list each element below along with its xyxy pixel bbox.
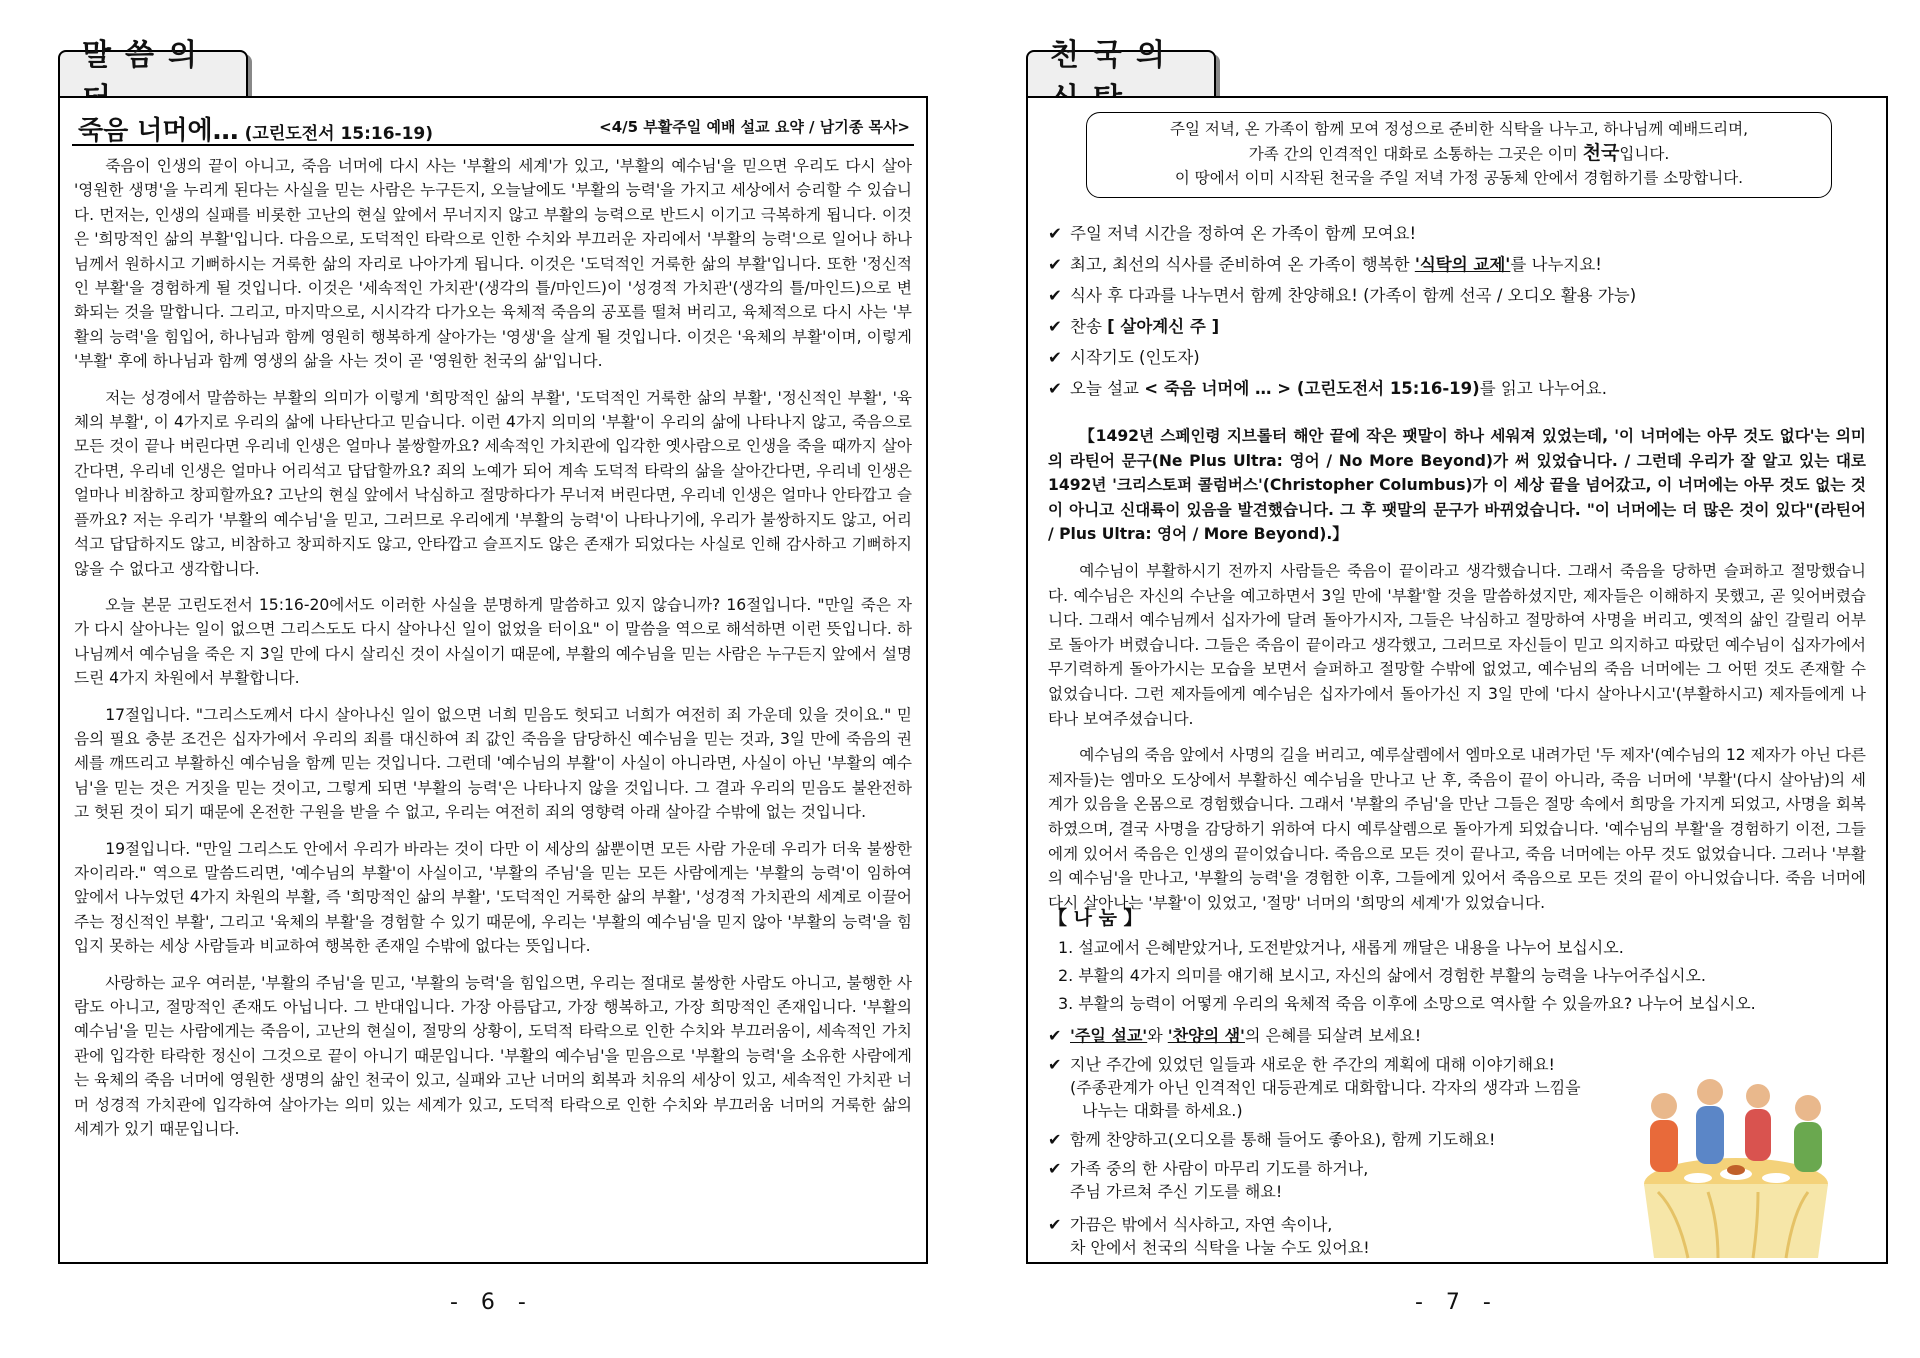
- check-text: 가족 중의 한 사람이 마무리 기도를 하거나,: [1070, 1159, 1369, 1178]
- family-dinner-illustration: [1618, 1062, 1853, 1262]
- check-item: [1048, 218, 1878, 249]
- check-text: 를 읽고 나누어요.: [1479, 379, 1607, 398]
- check-text: 와: [1147, 1026, 1163, 1045]
- sermon-paragraph: 17절입니다. "그리스도께서 다시 살아나신 일이 없으면 너희 믿음도 헛되고 너희가 여전히 죄 가운데 있을 것이요." 믿음의 필요 충분 조건은 십자가에서 우리의 죄를 대신하여 죄 값인 죽음을 담당하신 예수님을 믿는 것과, 3일 만에 죽음의 권세를 깨뜨리고 부활하신 예수님을 함께 믿는 것입니다. 그런데 '예수님의 부활'이 사실이 아니라면, 사실이 아닌 '부활의 예수님'을 믿는 것은 거짓을 믿는 것이고, 그렇게 되면 '부활의 능력'은 나타나지 않을 것입니다. 그 결과 우리의 믿음도 불완전하고 헛된 것이 되기 때문에 온전한 구원을 받을 수 없고, 우리는 여전히 죄의 영향력 아래 살아갈 수밖에 없는 것입니다.: [74, 705, 912, 822]
- section-tab-word: [58, 38, 248, 98]
- checklist: [1048, 218, 1878, 404]
- check-item: [1048, 342, 1878, 373]
- intro-box: [1086, 112, 1832, 198]
- tab-label: 천국의: [1050, 38, 1179, 73]
- check-text: 나누는 대화를 하세요.): [1082, 1101, 1243, 1120]
- intro-text: 가족 간의 인격적인 대화로 소통하는 그곳은 이미: [1248, 145, 1578, 163]
- check-text: 의 은혜를 되살려 보세요!: [1244, 1026, 1422, 1045]
- sermon-title: [78, 110, 433, 147]
- sermon-body: [74, 154, 912, 1153]
- sermon-paragraph: 19절입니다. "만일 그리스도 안에서 우리가 바라는 것이 다만 이 세상의 삶뿐이면 모든 사람 가운데 우리가 더욱 불쌍한 자이리라." 역으로 말씀드리면, '예수님의 부활'이 사실이고, '부활의 주님'을 믿는 모든 사람에게는 '부활의 능력'이 임하여 앞에서 나누었던 4가지 차원의 부활, 즉 '희망적인 삶의 부활', '도덕적인 거룩한 삶의 부활', '성경적 가치관의 세계로 이끌어 주는 정신적인 부활', 그리고 '육체의 부활'을 경험할 수 있기 때문에, 우리는 '부활의 예수님'을 믿지 않아 '부활의 능력'을 힘입지 못하는 세상 사람들과 비교하여 행복한 존재일 수밖에 없다는 뜻입니다.: [74, 839, 912, 956]
- table-frame: [1026, 96, 1888, 1264]
- check-text: 시작기도 (인도자): [1070, 348, 1200, 367]
- share-title: 【 나 눔 】: [1048, 907, 1143, 929]
- check-text: 식사 후 다과를 나누면서 함께 찬양해요! (가족이 함께 선곡 / 오디오 활용 가능): [1070, 286, 1637, 305]
- check-text: 지난 주간에 있었던 일들과 새로운 한 주간의 계획에 대해 이야기해요!: [1070, 1055, 1555, 1074]
- check-text: 주일 저녁 시간을 정하여 온 가족이 함께 모여요!: [1070, 224, 1417, 243]
- check-text: 함께 찬양하고(오디오를 통해 들어도 좋아요), 함께 기도해요!: [1070, 1130, 1496, 1149]
- sermon-reference: (고린도전서 15:16-19): [244, 124, 434, 144]
- check-emphasis: '찬양의 샘': [1167, 1026, 1245, 1045]
- check-item: [1048, 280, 1878, 311]
- intro-emphasis: 천국: [1582, 142, 1620, 164]
- intro-line: 주일 저녁, 온 가족이 함께 모여 정성으로 준비한 식탁을 나누고, 하나님께 예배드리며,: [1169, 120, 1749, 138]
- reading-block: [1048, 424, 1866, 927]
- section-tab-table: [1026, 38, 1216, 98]
- check-icon: ✔: [1048, 224, 1062, 243]
- check-item: [1048, 1024, 1868, 1047]
- sermon-paragraph: 죽음이 인생의 끝이 아니고, 죽음 너머에 다시 사는 '부활의 세계'가 있고, '부활의 예수님'을 믿으면 우리도 다시 살아 '영원한 생명'을 누리게 된다는 사실을 믿는 사람은 누구든지, 오늘날에도 '부활의 능력'을 가지고 세상에서 승리할 수 있습니다. 먼저는, 인생의 실패를 비롯한 고난의 현실 앞에서 무너지지 않고 부활의 능력으로 반드시 이기고 극복하게 됩니다. 이것은 '희망적인 삶의 부활'입니다. 다음으로, 도덕적인 타락으로 인한 수치와 부끄러운 자리에서 '부활의 능력'으로 일어나 하나님께서 원하시고 기뻐하시는 거룩한 삶의 자리로 나아가게 됩니다. 이것은 '도덕적인 거룩한 삶의 부활'입니다. 또한 '정신적인 부활'을 경험하게 될 것입니다. 이것은 '세속적인 가치관'(생각의 틀/마인드)이 '성경적 가치관'(생각의 틀/마인드)으로 변화되는 것을 말합니다. 그리고, 마지막으로, 시시각각 다가오는 육체적 죽음의 공포를 떨쳐 버리고, 육체적으로 다시 사는 '부활의 능력'을 힘입어, 하나님과 함께 영원히 행복하게 살아가는 '영생'을 살게 될 것입니다. 이것은 '육체의 부활'이며, 이렇게 '부활' 후에 하나님과 함께 영생의 삶을 사는 것이 곧 '영원한 천국의 삶'입니다.: [74, 157, 912, 371]
- right-page: [960, 0, 1920, 1358]
- sermon-title-text: 죽음 너머에…: [78, 116, 239, 146]
- check-icon: ✔: [1048, 1215, 1062, 1234]
- reading-paragraph: 예수님이 부활하시기 전까지 사람들은 죽음이 끝이라고 생각했습니다. 그래서 죽음을 당하면 슬퍼하고 절망했습니다. 예수님은 자신의 수난을 예고하면서 3일 만에 '부활'할 것을 말씀하셨지만, 제자들은 이해하지 못했고, 곧 잊어버렸습니다. 그래서 예수님께서 십자가에 달려 돌아가시자, 그들은 낙심하고 절망하여 사명을 버리고, 옛적의 삶인 갈릴리 어부로 돌아가 버렸습니다. 그들은 죽음이 끝이라고 생각했고, 그러므로 자신들이 믿고 의지하고 따랐던 예수님이 십자가에서 무기력하게 돌아가시는 모습을 보면서 슬퍼하고 절망할 수밖에 없었고, 예수님의 죽음 너머에는 그 어떤 것도 존재할 수 없었습니다. 그런 제자들에게 예수님은 십자가에서 돌아가신 지 3일 만에 '다시 살아나시고'(부활하시고) 제자들에게 나타나 보여주셨습니다.: [1048, 561, 1866, 728]
- check-text: 찬송: [1070, 317, 1102, 336]
- check-text: 주님 가르쳐 주신 기도를 해요!: [1070, 1182, 1283, 1201]
- check-icon: ✔: [1048, 1130, 1062, 1149]
- check-icon: ✔: [1048, 1055, 1062, 1074]
- quote-paragraph: 【1492년 스페인령 지브롤터 해안 끝에 작은 팻말이 하나 세워져 있었는데, '이 너머에는 아무 것도 없다'는 의미의 라틴어 문구(Ne Plus Ultra: 영어 / No More Beyond)가 써 있었습니다. / 그런데 우리가 잘 알고 있는 대로 1492년 '크리스토퍼 콜럼버스'(Christopher Columbus)가 이 세상 끝을 넘어갔고, 이 너머에는 아무 것도 없는 것이 아니고 신대륙이 있음을 발견했습니다. 그 후 팻말의 문구가 바뀌었습니다. "이 너머에는 더 많은 것이 있다"(라틴어 / Plus Ultra: 영어 / More Beyond).】: [1048, 427, 1866, 544]
- check-icon: ✔: [1048, 1159, 1062, 1178]
- check-icon: ✔: [1048, 1026, 1062, 1045]
- share-question: 2. 부활의 4가지 의미를 얘기해 보시고, 자신의 삶에서 경험한 부활의 능력을 나누어주십시오.: [1058, 966, 1706, 985]
- check-item: [1048, 249, 1878, 280]
- page-number: - 7 -: [1415, 1290, 1499, 1315]
- check-icon: ✔: [1048, 286, 1062, 305]
- check-icon: ✔: [1048, 317, 1062, 336]
- check-emphasis: < 죽음 너머에 … > (고린도전서 15:16-19): [1144, 379, 1480, 398]
- tab-label: 말씀의: [82, 38, 211, 73]
- check-text: 가끔은 밖에서 식사하고, 자연 속이나,: [1070, 1215, 1333, 1234]
- sermon-header: [72, 110, 914, 146]
- sermon-frame: [58, 96, 928, 1264]
- sermon-info: <4/5 부활주일 예배 설교 요약 / 남기종 목사>: [599, 118, 910, 136]
- sermon-paragraph: 저는 성경에서 말씀하는 부활의 의미가 이렇게 '희망적인 삶의 부활', '도덕적인 거룩한 삶의 부활', '정신적인 부활', '육체의 부활', 이 4가지로 우리의 삶에 나타난다고 믿습니다. 이런 4가지 의미의 '부활'이 우리의 삶에 나타나지 않고, 죽음으로 모든 것이 끝나 버린다면 우리네 인생은 얼마나 불쌍할까요? 세속적인 가치관에 입각한 옛사람으로 인생을 죽을 때까지 살아간다면, 우리네 인생은 얼마나 어리석고 답답할까요? 죄의 노예가 되어 계속 도덕적 타락의 삶을 살아간다면, 우리네 인생은 얼마나 비참하고 창피할까요? 고난의 현실 앞에서 낙심하고 절망하다가 무너져 버린다면, 우리네 인생은 얼마나 안타깝고 슬플까요? 저는 우리가 '부활의 예수님'을 믿고, 그러므로 우리에게 '부활의 능력'이 나타나기에, 우리가 불쌍하지도 않고, 어리석고 답답하지도 않고, 비참하고 창피하지도 않고, 안타깝고 슬프지도 않은 존재가 되었다는 사실로 인해 감사하고 기뻐하지 않을 수 없다고 생각합니다.: [74, 388, 912, 578]
- share-question: 1. 설교에서 은혜받았거나, 도전받았거나, 새롭게 깨달은 내용을 나누어 보십시오.: [1058, 938, 1624, 957]
- check-emphasis: [ 살아계신 주 ]: [1107, 317, 1220, 336]
- intro-line: 이 땅에서 이미 시작된 천국을 주일 저녁 가정 공동체 안에서 경험하기를 소망합니다.: [1174, 169, 1744, 187]
- check-icon: ✔: [1048, 379, 1062, 398]
- check-item: [1048, 311, 1878, 342]
- check-text: 최고, 최선의 식사를 준비하여 온 가족이 행복한: [1070, 255, 1410, 274]
- page-number: - 6 -: [450, 1290, 534, 1315]
- check-item: [1048, 373, 1878, 404]
- check-text: 차 안에서 천국의 식탁을 나눌 수도 있어요!: [1070, 1238, 1370, 1257]
- check-text: 를 나누지요!: [1510, 255, 1602, 274]
- share-question: 3. 부활의 능력이 어떻게 우리의 육체적 죽음 이후에 소망으로 역사할 수 있을까요? 나누어 보십시오.: [1058, 994, 1756, 1013]
- sermon-paragraph: 오늘 본문 고린도전서 15:16-20에서도 이러한 사실을 분명하게 말씀하고 있지 않습니까? 16절입니다. "만일 죽은 자가 다시 살아나는 일이 없으면 그리스도도 다시 살아나신 일이 없었을 터이요" 이 말씀을 역으로 해석하면 이런 뜻입니다. 하나님께서 예수님을 죽은 지 3일 만에 다시 살리신 것이 사실이기 때문에, 부활의 예수님을 믿는 사람은 누구든지 앞에서 설명 드린 4가지 차원에서 부활합니다.: [74, 595, 912, 688]
- intro-text: 입니다.: [1619, 145, 1670, 163]
- intro-line: [1087, 141, 1831, 166]
- check-text: (주종관계가 아닌 인격적인 대등관계로 대화합니다. 각자의 생각과 느낌을: [1070, 1078, 1581, 1097]
- check-text: 오늘 설교: [1070, 379, 1140, 398]
- reading-paragraph: 예수님의 죽음 앞에서 사명의 길을 버리고, 예루살렘에서 엠마오로 내려가던 '두 제자'(예수님의 12 제자가 아닌 다른 제자들)는 엠마오 도상에서 부활하신 예수님을 만나고 난 후, 죽음이 끝이 아니라, 죽음 너머에 '부활'(다시 살아남)의 세계가 있음을 온몸으로 경험했습니다. 그래서 '부활의 주님'을 만난 그들은 절망 속에서 희망을 가지게 되었고, 사명을 회복하였으며, 결국 사명을 감당하기 위하여 다시 예루살렘으로 돌아가게 되었습니다. '예수님의 부활'을 경험하기 이전, 그들에게 있어서 죽음은 인생의 끝이었습니다. 죽음으로 모든 것이 끝나고, 죽음 너머에는 아무 것도 없었습니다. 그러나 '부활의 예수님'을 만나고, '부활의 능력'을 경험한 이후, 그들에게 있어서 죽음으로 모든 것의 끝이 아니었습니다. 죽음 너머에 다시 살아나는 '부활'이 있었고, '절망' 너머의 '희망의 세계'가 있었습니다.: [1048, 746, 1866, 912]
- sermon-paragraph: 사랑하는 교우 여러분, '부활의 주님'을 믿고, '부활의 능력'을 힘입으면, 우리는 절대로 불쌍한 사람도 아니고, 불행한 사람도 아니고, 절망적인 존재도 아닙니다. 그 반대입니다. 가장 아름답고, 가장 행복하고, 가장 희망적인 존재입니다. '부활의 예수님'을 믿는 사람에게는 죽음이, 고난의 현실이, 절망의 상황이, 도덕적 타락으로 인한 수치와 부끄러움이, 세속적인 가치관에 입각한 타락한 정신이 그것으로 끝이 아니기 때문입니다. '부활의 예수님'을 믿음으로 '부활의 능력'을 소유한 사람에게는 육체의 죽음 너머에 영원한 생명의 삶인 천국이 있고, 실패와 고난 너머의 회복과 치유의 세상이 있고, 세속적인 가치관 너머 성경적 가치관에 입각하여 살아가는 의미 있는 세계가 있고, 도덕적 타락으로 인한 수치와 부끄러움 너머의 거룩한 삶의 세계가 있기 때문입니다.: [74, 973, 912, 1139]
- check-emphasis: '식탁의 교제': [1414, 255, 1511, 274]
- check-icon: ✔: [1048, 255, 1062, 274]
- check-emphasis: '주일 설교': [1070, 1026, 1148, 1045]
- check-icon: ✔: [1048, 348, 1062, 367]
